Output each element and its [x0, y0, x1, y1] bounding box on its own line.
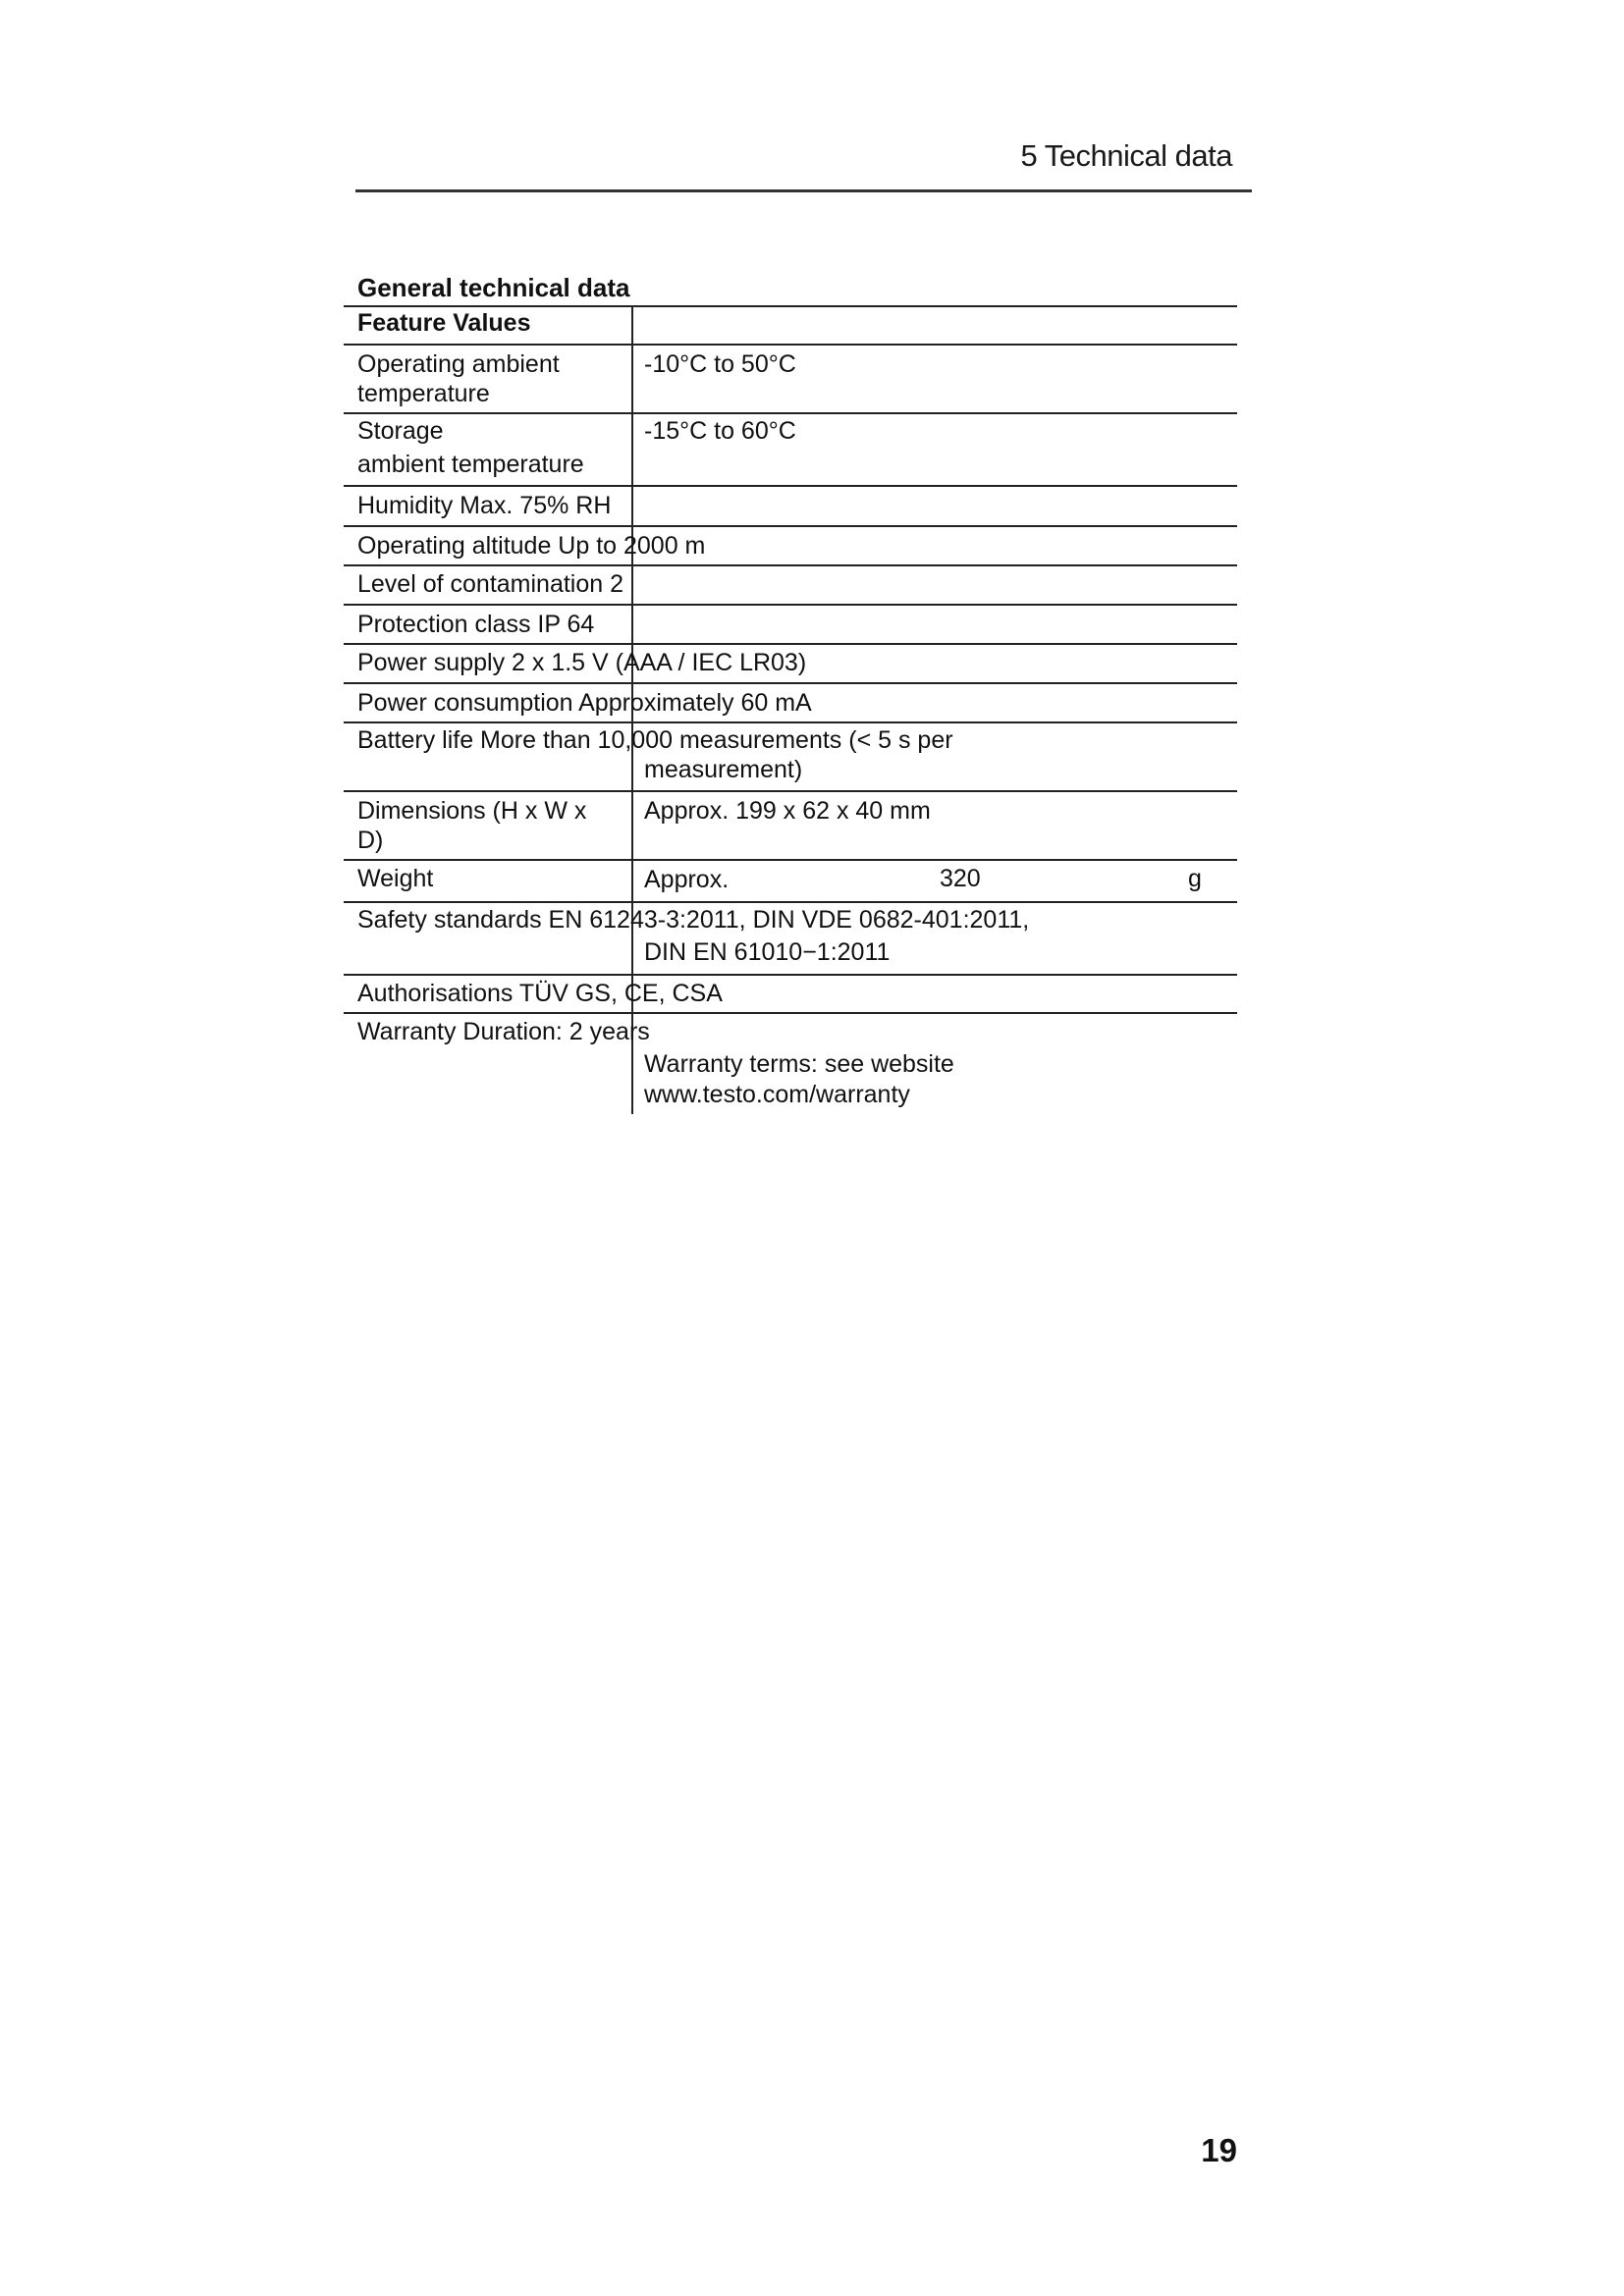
feature-operating-temp-line2: temperature: [357, 380, 490, 407]
feature-storage-temp-line1: Storage: [357, 417, 444, 445]
value-storage-temp: -15°C to 60°C: [644, 417, 796, 445]
feature-storage-temp-line2: ambient temperature: [357, 451, 584, 478]
row-authorisations: Authorisations TÜV GS, CE, CSA: [357, 980, 723, 1007]
row-humidity: Humidity Max. 75% RH: [357, 492, 612, 519]
row-warranty-line3: www.testo.com/warranty: [644, 1081, 910, 1108]
table-rule: [344, 485, 1237, 487]
table-rule: [344, 344, 1237, 346]
table-rule: [344, 974, 1237, 976]
table-rule: [344, 901, 1237, 903]
header-rule: [355, 189, 1252, 192]
table-title: General technical data: [357, 273, 630, 302]
row-contamination: Level of contamination 2: [357, 570, 624, 598]
value-weight-prefix: Approx.: [644, 866, 730, 893]
row-power-supply: Power supply 2 x 1.5 V (AAA / IEC LR03): [357, 649, 807, 676]
value-weight-number: 320: [940, 865, 981, 892]
table-rule: [344, 682, 1237, 684]
row-altitude: Operating altitude Up to 2000 m: [357, 532, 706, 560]
section-header: 5 Technical data: [1020, 138, 1232, 173]
table-rule: [344, 525, 1237, 527]
row-warranty-line2: Warranty terms: see website: [644, 1050, 954, 1078]
table-rule: [344, 564, 1237, 566]
table-rule: [344, 604, 1237, 606]
row-protection: Protection class IP 64: [357, 611, 595, 638]
table-rule: [344, 859, 1237, 861]
row-battery-life: Battery life More than 10,000 measurements (< 5 s per: [357, 726, 953, 754]
value-weight-unit: g: [1188, 865, 1202, 892]
row-battery-life-line2: measurement): [644, 756, 803, 783]
table-rule: [344, 305, 1237, 307]
table-rule: [344, 721, 1237, 723]
row-safety: Safety standards EN 61243-3:2011, DIN VDE 0682-401:2011,: [357, 906, 1030, 934]
feature-operating-temp-line1: Operating ambient: [357, 350, 560, 378]
page-number: 19: [1201, 2132, 1237, 2168]
value-dimensions: Approx. 199 x 62 x 40 mm: [644, 797, 931, 825]
feature-dimensions-line1: Dimensions (H x W x: [357, 797, 587, 825]
row-power-consumption: Power consumption Approximately 60 mA: [357, 689, 812, 717]
feature-dimensions-line2: D): [357, 827, 384, 854]
table-rule: [344, 643, 1237, 645]
feature-weight: Weight: [357, 865, 434, 892]
table-header: Feature Values: [357, 309, 531, 337]
table-rule: [344, 790, 1237, 792]
row-safety-line2: DIN EN 61010−1:2011: [644, 938, 891, 966]
table-rule: [344, 1012, 1237, 1014]
value-operating-temp: -10°C to 50°C: [644, 350, 796, 378]
table-rule: [344, 412, 1237, 414]
row-warranty: Warranty Duration: 2 years: [357, 1018, 650, 1045]
